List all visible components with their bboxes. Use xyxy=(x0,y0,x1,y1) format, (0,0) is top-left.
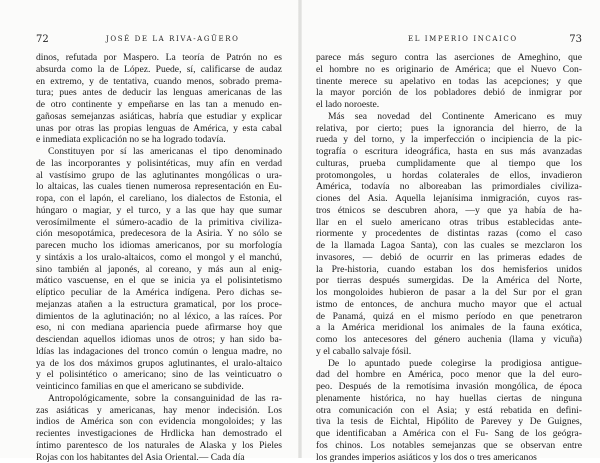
left-page-text-line: elíptico peculiar de la América indígena. Pero dichas se- xyxy=(36,287,282,299)
left-page-text-line: sino también al japonés, al coreano, y más aun al enig- xyxy=(36,264,282,276)
left-page-text-line: Antropológicamente, sobre la consanguinidad de las ra- xyxy=(36,393,282,405)
right-page-text-line: rueda y del torno, y la imperfección o incipiencia de la pic- xyxy=(316,134,582,146)
right-page-text-line: ciones del Asia. Aquella lejanísima inmigración, cuyos ras- xyxy=(316,193,582,205)
left-page-text-line: de las incorporantes y polisintéticas, muy afín en verdad xyxy=(36,158,282,170)
right-running-head: EL IMPERIO INCAICO xyxy=(408,35,518,43)
left-page-text-line: y el polisintético o americano; sino de las veinticuatro o xyxy=(36,369,282,381)
left-page-text-line: lo altaicas, las cuales tienen numerosa representación en Eu- xyxy=(36,181,282,193)
left-page-text-line: Constituyen por sí las americanas el tipo denominado xyxy=(36,146,282,158)
right-page-text-line: que identificaban a América con el Fu- Sang de los geógra- xyxy=(316,428,582,440)
right-page-text-line: culturas, prueba cumplidamente que al tiempo que los xyxy=(316,158,582,170)
right-page-text-line: por tierras después sumergidas. De la América del Norte, xyxy=(316,275,582,287)
left-page-text-line: eso, ni con mediana apariencia puede afirmarse hoy que xyxy=(36,322,282,334)
left-page-text-line: húngaro o magiar, y el turco, y a las que hay que sumar xyxy=(36,205,282,217)
left-page-text-line: parecen mucho los idiomas americanos, por su morfología xyxy=(36,240,282,252)
right-page-text-line: llar en el suelo americano otras tribus establecidas ante- xyxy=(316,217,582,229)
left-page-text-line: absurda como la de López. Puede, sí, calificarse de audaz xyxy=(36,64,282,76)
left-page-text-line: mejanzas atañen a la estructura gramatical, por los proce- xyxy=(36,299,282,311)
right-page-text-line: la Pre-historia, cuando estaban los dos hemisferios unidos xyxy=(316,264,582,276)
right-page-text-line: De lo apuntado puede colegirse la prodigiosa antigue- xyxy=(316,358,582,370)
right-page-text-line: istmo de entonces, de anchura mucho mayor que el actual xyxy=(316,299,582,311)
right-page-text-line: tros étnicos se descubren ahora, —y que ya había de ha- xyxy=(316,205,582,217)
left-page-text-line: mático vascuense, en el que se inicia ya el polisintetismo xyxy=(36,275,282,287)
left-page-text-line: al vastísimo grupo de las aglutinantes mongólicas o ura- xyxy=(36,170,282,182)
left-page-text-line: gañosas semejanzas asiáticas, habría que estudiar y explicar xyxy=(36,111,282,123)
left-page-text-line: ción mesopotámica, predecesora de la Asiria. Y no sólo se xyxy=(36,228,282,240)
right-page-text-line: y el caballo salvaje fósil. xyxy=(316,346,582,358)
left-page-text-line: Rojas con los habitantes del Asia Oriental.— Cada día xyxy=(36,452,282,463)
left-page-text-line: desciendan aquellos idiomas unos de otros; y han sido ba- xyxy=(36,334,282,346)
right-page-text-line: a la América meridional los animales de la fauna exótica, xyxy=(316,322,582,334)
left-page-text-line: en extremo, y de tentativa, cuando menos, sobrado prema- xyxy=(36,76,282,88)
left-page-number: 72 xyxy=(36,34,49,45)
left-page-text-line: indios de América son con evidencia mongoloides; y las xyxy=(36,416,282,428)
right-page-text-line: Más sea novedad del Continente Americano es muy xyxy=(316,111,582,123)
right-page-text-line: parece más seguro contra las aserciones de Ameghino, que xyxy=(316,52,582,64)
right-page-text-line: invasores, — debió de ocurrir en las primeras edades de xyxy=(316,252,582,264)
right-page-text-line: riormente y procedentes de distintas razas (como el caso xyxy=(316,228,582,240)
left-page-text-line: dimientos de la aglutinación; no al léxico, a las raíces. Por xyxy=(36,311,282,323)
left-page-text-line: y sintáxis a los uralo-altaicos, como el mongol y el manchú, xyxy=(36,252,282,264)
right-page-text-line: fos chinos. Los notables semejanzas que se observan entre xyxy=(316,440,582,452)
right-page-text-line: tografía o escritura ideográfica, hasta en sus más avanzadas xyxy=(316,146,582,158)
right-page-text-line: plenamente histórica, no hay huellas ciertas de ninguna xyxy=(316,393,582,405)
right-page-text-line: tiva la tesis de Eichtal, Hipólito de Parevey y De Guignes, xyxy=(316,416,582,428)
left-page-header xyxy=(36,34,282,48)
left-page-text-line: unas por otras las propias lenguas de América, y esta cabal xyxy=(36,123,282,135)
left-page-text-line: ropa, con el lapón, el careliano, los dialectos de Estonia, el xyxy=(36,193,282,205)
right-page-text-line: la mayor porción de los pobladores debió de inmigrar por xyxy=(316,87,582,99)
left-page-text-line: dinos, refutada por Maspero. La teoría de Patrón no es xyxy=(36,52,282,64)
right-page-body xyxy=(316,52,582,463)
left-page-text-line: ldías las indagaciones del tronco común o lengua madre, no xyxy=(36,346,282,358)
right-page-text-line: de Panamá, quizá en el mismo período en que penetraron xyxy=(316,311,582,323)
left-page-body xyxy=(36,52,282,463)
left-page-text-line: recientes investigaciones de Hrdlicka han demostrado el xyxy=(36,428,282,440)
right-page-text-line: los grandes imperios asiáticos y los dos o tres americanos xyxy=(316,452,582,463)
left-page-text-line: veinticinco familias en que el americano se subdivide. xyxy=(36,381,282,393)
left-page xyxy=(0,0,298,458)
right-page-text-line: protomongoles, u hordas colaterales de ellos, invadieron xyxy=(316,170,582,182)
right-page-text-line: relativa, por cierto; pues la ignorancia del hierro, de la xyxy=(316,123,582,135)
right-page-text-line: los mongoloides hubieron de pasar a la del Sur por el gran xyxy=(316,287,582,299)
left-page-text-line: tura; pues antes de deducir las lenguas americanas de las xyxy=(36,87,282,99)
left-page-text-line: e inmediata explicación no se ha logrado todavía. xyxy=(36,134,282,146)
right-page-number: 73 xyxy=(569,34,582,45)
right-page-text-line: América, todavía no alboreaban las primordiales civiliza- xyxy=(316,181,582,193)
right-page xyxy=(302,0,600,458)
right-page-text-line: dad del hombre en América, poco menor que la del euro- xyxy=(316,369,582,381)
right-page-text-line: peo. Después de la remotísima invasión mongólica, de época xyxy=(316,381,582,393)
left-page-text-line: de otro continente y empeñarse en las tan a menudo en- xyxy=(36,99,282,111)
left-page-text-line: ya de los dos máximos grupos aglutinantes, el uralo-altaico xyxy=(36,358,282,370)
right-page-text-line: tinente merece su apelativo en todas las acepciones; y que xyxy=(316,76,582,88)
right-page-text-line: como los antecesores del género auchenia (llama y vicuña) xyxy=(316,334,582,346)
right-page-text-line: el lado noroeste. xyxy=(316,99,582,111)
right-page-text-line: otra comunicación con el Asia; y está rebatida en defini- xyxy=(316,405,582,417)
right-page-header xyxy=(316,34,582,48)
right-page-text-line: el hombre no es originario de América; que el Nuevo Con- xyxy=(316,64,582,76)
left-page-text-line: íntimo parentesco de los naturales de Alaska y los Pieles xyxy=(36,440,282,452)
left-page-text-line: zas asiáticas y americanas, hay menor indecisión. Los xyxy=(36,405,282,417)
left-running-head: JOSÉ DE LA RIVA-AGÜERO xyxy=(106,35,239,43)
right-page-text-line: de la llamada Lagoa Santa), con las cuales se mezclaron los xyxy=(316,240,582,252)
left-page-text-line: verosímilmente el súmero-acadio de la primitiva civiliza- xyxy=(36,217,282,229)
